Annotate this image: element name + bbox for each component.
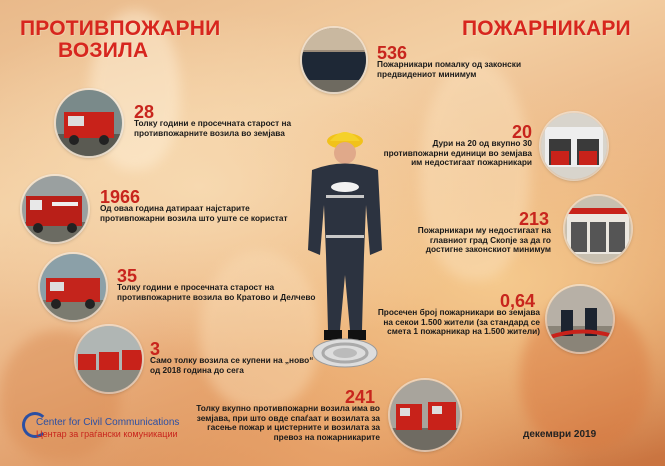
oldest-vehicle-year: 1966 <box>100 187 141 207</box>
vehicles-title-line2: ВОЗИЛА <box>58 39 149 62</box>
missing-firefighters-number: 536 <box>377 43 408 63</box>
fire-trucks-garage-icon <box>390 380 460 450</box>
fire-station-icon <box>565 196 631 262</box>
firefighters-hose-icon <box>547 286 613 352</box>
oldest-vehicle-text: Од оваа година датираат најстарите противпожарни возила што уште се користат <box>100 203 288 223</box>
regional-vehicle-age-text: Толку години е просечната старост на противпожарните возила во Кратово и Делчево <box>117 282 316 302</box>
total-vehicles-text: Толку вкупно противпожарни возила има во земјава, при што овде спаѓаат и возилата за гасење пожар и цистерните и возилата за превоз на пожарникарите <box>196 403 380 442</box>
units-short-number: 20 <box>512 122 533 142</box>
firefighters-title: ПОЖАРНИКАРИ <box>462 17 631 40</box>
skopje-missing-number: 213 <box>519 209 550 229</box>
total-vehicles-number: 241 <box>345 387 376 407</box>
firefighters-lineup-icon <box>302 28 366 92</box>
units-short-text: Дури на 20 од вкупно 30 противпожарни единици во земјава им недостигаат пожарникари <box>383 138 532 168</box>
ccc-logo <box>22 410 180 450</box>
new-vehicles-text: Само толку возила се купени на „ново“ од 2018 година до сега <box>150 355 314 375</box>
old-fire-truck-icon <box>22 176 88 242</box>
fire-truck-icon <box>56 90 122 156</box>
ratio-text: Просечен број пожарникари во земјава на секои 1.500 жители (за стандард се смета 1 пожарникар на 1.500 жители) <box>377 307 540 337</box>
skopje-missing-text: Пожарникари му недостигаат на главниот град Скопје за да го достигне законскиот минимум <box>417 225 551 255</box>
new-vehicles-number: 3 <box>150 339 161 359</box>
logo-line2: Центар за граѓански комуникации <box>36 429 178 439</box>
fire-trucks-row-icon <box>76 326 142 392</box>
ratio-number: 0,64 <box>500 291 536 311</box>
vehicles-title <box>20 18 220 62</box>
fire-station-icon <box>541 113 607 179</box>
logo-line1: Center for Civil Communications <box>36 417 180 428</box>
vehicle-age-text: Толку години е просечната старост на противпожарните возила во земјава <box>134 118 292 138</box>
vehicle-age-number: 28 <box>134 102 155 122</box>
regional-vehicle-age-number: 35 <box>117 266 138 286</box>
missing-firefighters-text: Пожарникари помалку од законски предвидениот минимум <box>377 59 522 79</box>
publication-date: декември 2019 <box>523 429 597 440</box>
vehicles-title-line1: ПРОТИВПОЖАРНИ <box>20 17 221 40</box>
fire-truck-icon <box>40 254 106 320</box>
